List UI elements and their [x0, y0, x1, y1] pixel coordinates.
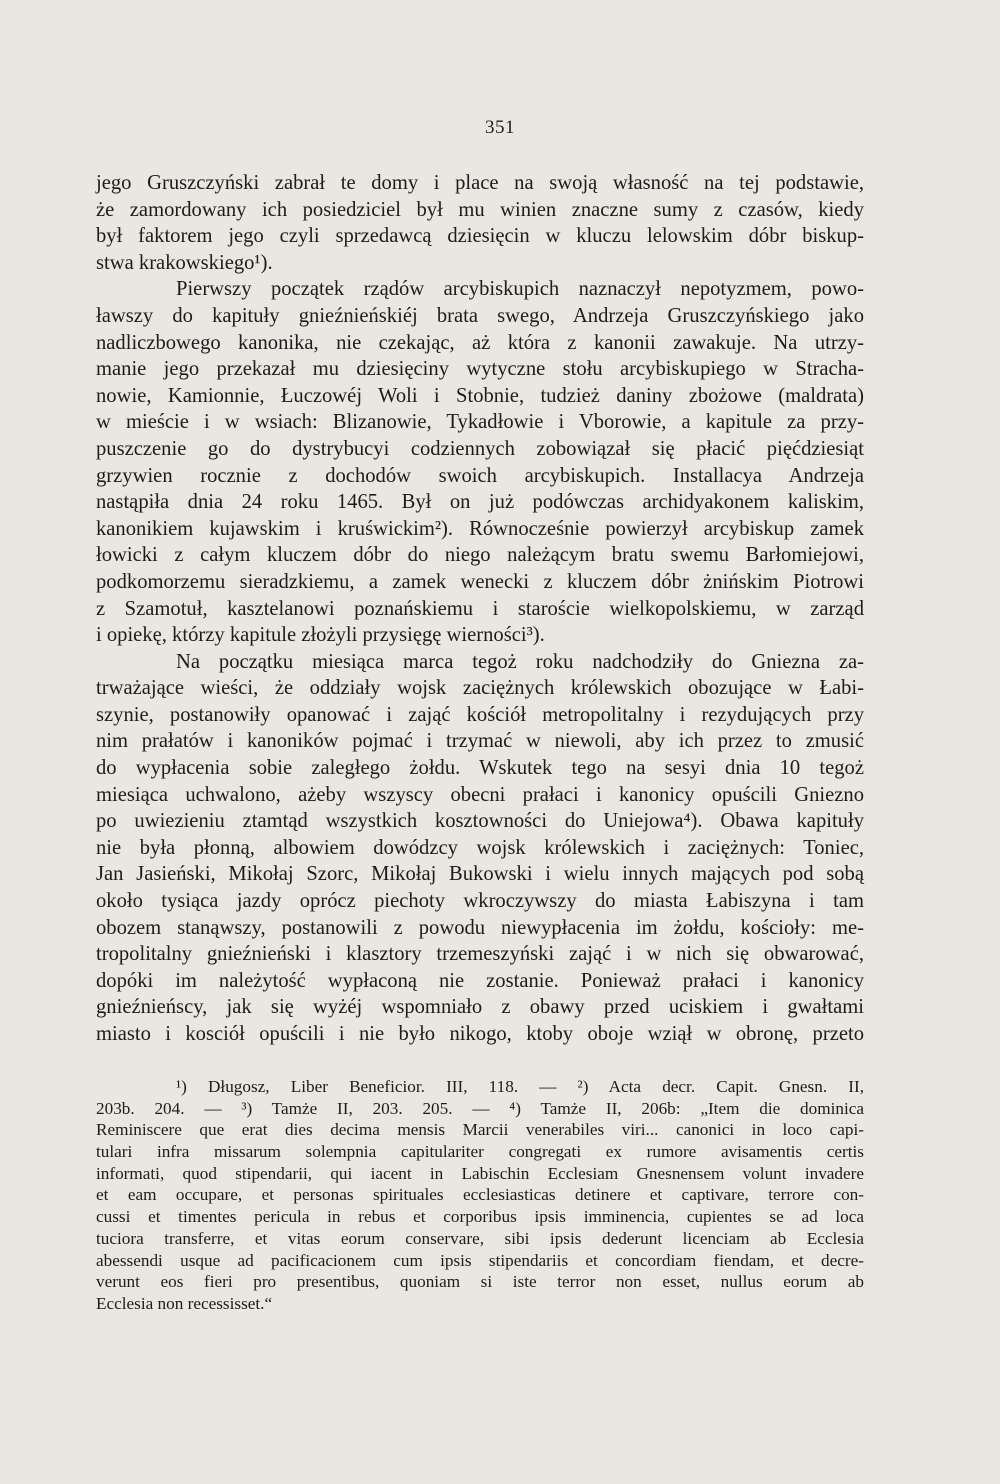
- footnotes: [96, 1076, 864, 1315]
- text-line: tropolitalny gnieźnieński i klasztory trzemeszyński zająć i w nich się obwarować,: [96, 943, 864, 966]
- text-line: miesiąca uchwalono, ażeby wszyscy obecni prałaci i kanonicy opuścili Gniezno: [96, 783, 864, 806]
- text-line: stwa krakowskiego¹).: [96, 251, 273, 274]
- footnote-line: 203b. 204. — ³) Tamże II, 203. 205. — ⁴) Tamże II, 206b: „Item die dominica: [96, 1098, 864, 1118]
- text-line: Jan Jasieński, Mikołaj Szorc, Mikołaj Bukowski i wielu innych mających pod sobą: [96, 863, 864, 886]
- footnote-line: et eam occupare, et personas spirituales ecclesiasticas detinere et captivare, terrore con-: [96, 1185, 864, 1205]
- text-line: był faktorem jego czyli sprzedawcą dziesięcin w kluczu lelowskim dóbr biskup-: [96, 225, 864, 248]
- footnote-line: verunt eos fieri pro presentibus, quoniam si iste terror non esset, nullus eorum ab: [96, 1272, 864, 1292]
- footnote-line: tulari infra missarum solempnia capitulariter congregati ex rumore avisamentis certis: [96, 1142, 864, 1162]
- text-line: Na początku miesiąca marca tegoż roku nadchodziły do Gniezna za-: [176, 650, 864, 673]
- main-text: [96, 170, 864, 1048]
- text-line: łowicki z całym kluczem dóbr do niego należącym bratu swemu Barłomiejowi,: [96, 544, 864, 567]
- text-line: do wypłacenia sobie zaległego żołdu. Wskutek tego na sesyi dnia 10 tegoż: [96, 757, 864, 780]
- text-line: szynie, postanowiły opanować i zająć kościół metropolitalny i rezydujących przy: [96, 703, 864, 726]
- footnote-line: ¹) Długosz, Liber Beneficior. III, 118. — ²) Acta decr. Capit. Gnesn. II,: [176, 1077, 864, 1096]
- text-line: trważające wieści, że oddziały wojsk zaciężnych królewskich obozujące w Łabi-: [96, 677, 864, 700]
- text-line: jego Gruszczyński zabrał te domy i place na swoją własność na tej podstawie,: [96, 172, 864, 194]
- text-line: że zamordowany ich posiedziciel był mu winien znaczne sumy z czasów, kiedy: [96, 198, 864, 221]
- text-line: miasto i kosciół opuścili i nie było nikogo, ktoby oboje wziął w obronę, przeto: [96, 1023, 864, 1045]
- text-line: grzywien rocznie z dochodów swoich arcybiskupich. Installacya Andrzeja: [96, 464, 864, 487]
- text-line: gnieźnieńscy, jak się wyżéj wspomniało z obawy przed uciskiem i gwałtami: [96, 996, 864, 1019]
- text-line: nie była płonną, albowiem dowódzcy wojsk królewskich i zaciężnych: Toniec,: [96, 836, 864, 859]
- text-line: obozem stanąwszy, postanowili z powodu niewypłacenia im żołdu, kościoły: me-: [96, 916, 864, 939]
- footnote-line: Reminiscere que erat dies decima mensis Marcii venerabiles viri... canonici in loco capi-: [96, 1120, 864, 1140]
- text-line: około tysiąca jazdy oprócz piechoty wkroczywszy do miasta Łabiszyna i tam: [96, 890, 864, 913]
- page-number: 351: [485, 117, 515, 138]
- text-line: w mieście i w wsiach: Blizanowie, Tykadłowie i Vborowie, a kapitule za przy-: [96, 411, 864, 434]
- text-line: nowie, Kamionnie, Łuczowéj Woli i Stobnie, tudzież daniny zbożowe (maldrata): [96, 384, 864, 407]
- text-line: po uwiezieniu ztamtąd wszystkich kosztowności do Uniejowa⁴). Obawa kapituły: [96, 810, 864, 833]
- text-line: dopóki im należytość wypłaconą nie zostanie. Ponieważ prałaci i kanonicy: [96, 969, 864, 992]
- text-line: nim prałatów i kanoników pojmać i trzymać w niewoli, aby ich przez to zmusić: [96, 730, 864, 753]
- text-line: nadliczbowego kanonika, nie czekając, aż która z kanonii zawakuje. Na utrzy-: [96, 331, 864, 354]
- footnote-line: tuciora transferre, et vitas eorum conservare, sibi ipsis dederunt licenciam ab Ecclesia: [96, 1228, 864, 1248]
- text-line: nastąpiła dnia 24 roku 1465. Był on już podówczas archidyakonem kaliskim,: [96, 491, 864, 514]
- text-line: puszczenie go do dystrybucyi codziennych zobowiązał się płacić pięćdziesiąt: [96, 437, 864, 460]
- footnote-line: informati, quod stipendarii, qui iacent in Labischin Ecclesiam Gnesnensem volunt invadere: [96, 1163, 864, 1183]
- text-line: z Szamotuł, kasztelanowi poznańskiemu i staroście wielkopolskiemu, w zarząd: [96, 597, 864, 620]
- text-line: kanonikiem kujawskim i kruświckim²). Równocześnie powierzył arcybiskup zamek: [96, 517, 864, 540]
- text-line: podkomorzemu sieradzkiemu, a zamek wenecki z kluczem dóbr żnińskim Piotrowi: [96, 570, 864, 593]
- text-line: ławszy do kapituły gnieźnieńskiéj brata swego, Andrzeja Gruszczyńskiego jako: [96, 304, 864, 327]
- footnote-line: cussi et timentes pericula in rebus et corporibus ipsis imminencia, cupientes se ad loca: [96, 1207, 864, 1227]
- text-line: i opiekę, którzy kapitule złożyli przysięgę wierności³).: [96, 624, 545, 647]
- footnote-line: abessendi usque ad pacificacionem cum ipsis stipendariis et concordiam fiendam, et decre-: [96, 1250, 864, 1270]
- text-line: Pierwszy początek rządów arcybiskupich naznaczył nepotyzmem, powo-: [176, 278, 864, 301]
- footnote-line: Ecclesia non recessisset.“: [96, 1293, 273, 1313]
- text-line: manie jego przekazał mu dziesięciny wytyczne stołu arcybiskupiego w Stracha-: [96, 358, 864, 381]
